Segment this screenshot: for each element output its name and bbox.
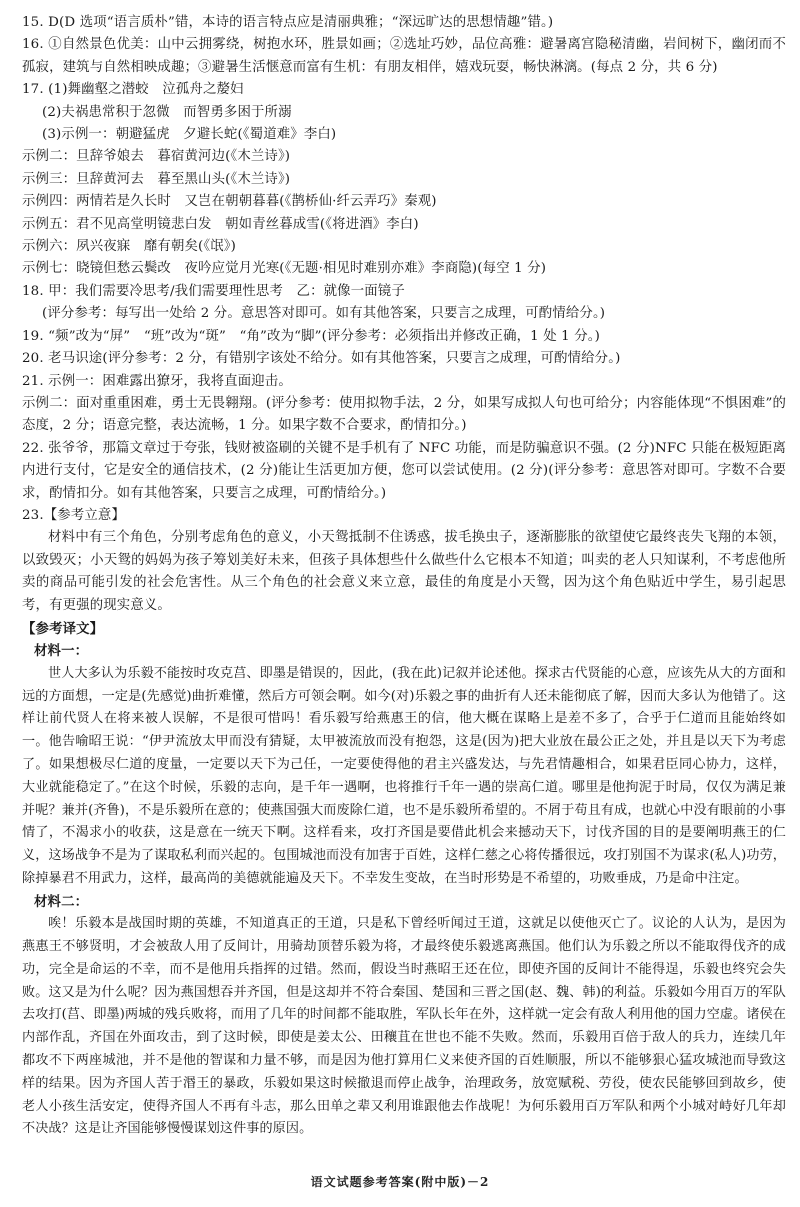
material1-label: 材料一： [34,643,89,660]
material2-translation: 唉！乐毅本是战国时期的英雄，不知道真正的王道，只是私下曾经听闻过王道，这就足以使他灭亡了。议论的人认为，是因为燕惠王不够贤明，才会被敌人用了反间计，用骑劫顶替乐毅为将，才最终使乐毅逃离燕国。他们认为乐毅之所以不能取得伐齐的成功，完全是命运的不幸，而不是他用兵指挥的过错。然而，假设当时燕昭王还在位，即使齐国的反间计不能得逞，乐毅也终究会失败。这又是为什么呢？因为燕国想吞并齐国，但是这却并不符合秦国、楚国和三晋之国(赵、魏、韩)的利益。乐毅如今用百万的军队去攻打(莒、即墨)两城的残兵败将，而用了几年的时间都不能取胜，军队长年在外，这样就一定会有敌人利用他的国力空虚。诸侯在内部作乱，齐国在外面攻击，到了这时候，即使是姜太公、田穰苴在世也不能不失败。然而，乐毅用百倍于敌人的兵力，连续几年都攻不下两座城池，并不是他的智谋和力量不够，而是因为他打算用仁义来使齐国的百姓顺服，所以不能够狠心猛攻城池而导致这样的结果。因为齐国人苦于湣王的暴政，乐毅如果这时候撤退而停止战争，治理政务，放宽赋税、劳役，使农民能够回到故乡，使老人小孩生活安定，使得齐国人不再有斗志，那么田单之辈又利用谁跟他去作战呢！为何乐毅用百万军队和两个小城对峙好几年却不决战？这是让齐国能够慢慢谋划这件事的原因。 [22,916,786,1137]
answer-20: 20. 老马识途(评分参考：2 分，有错别字该处不给分。如有其他答案，只要言之成理，可酌情给分。) [22,351,621,367]
material2-label: 材料二： [34,893,89,910]
answer-17-example5: 示例五：君不见高堂明镜悲白发 朝如青丝暮成雪(《将进酒》李白) [22,216,419,232]
answer-21-example1: 21. 示例一：困难露出獠牙，我将直面迎击。 [22,373,292,389]
answer-17-example7: 示例七：晓镜但愁云鬓改 夜吟应觉月光寒(《无题·相见时难别亦难》李商隐)(每空 1 分) [22,261,547,277]
answer-17-part3: (3)示例一：朝避猛虎 夕避长蛇(《蜀道难》李白) [42,127,337,143]
answer-22: 22. 张爷爷，那篇文章过于夸张，钱财被盗刷的关键不是手机有了 NFC 功能，而是防骗意识不强。(2 分)NFC 只能在极短距离内进行支付，它是安全的通信技术，(2 分)能让生活更加方便，您可以尝试使用。(2 分)(评分参考：意思答对即可。字数不合要求，酌情扣分。如有其他答案，只要言之成理，可酌情给分。) [22,440,786,501]
answer-15: 15. D(D 选项“语言质朴”错，本诗的语言特点应是清丽典雅；“深远旷达的思想情趣”错。) [22,15,554,30]
answer-23-title: 23.【参考立意】 [22,507,125,523]
answer-19: 19. “频”改为“屏” “班”改为“斑” “角”改为“脚”(评分参考：必须指出并修改正确，1 处 1 分。) [22,328,601,344]
answer-17-example6: 示例六：夙兴夜寐 靡有朝矣(《氓》) [22,239,236,255]
answer-21-example2: 示例二：面对重重困难，勇士无畏翱翔。(评分参考：使用拟物手法，2 分，如果写成拟人句也可给分；内容能体现“不惧困难”的态度，2 分；语意完整，表达流畅，1 分。如果字数不合要求，酌情扣分。) [22,395,786,434]
answer-16: 16. ①自然景色优美：山中云拥雾绕，树抱水环，胜景如画；②选址巧妙，品位高雅：避暑离宫隐秘清幽，岩间树下，幽闭而不孤寂，建筑与自然相映成趣；③避暑生活惬意而富有生机：有朋友相伴，嬉戏玩耍，畅快淋漓。(每点 2 分，共 6 分) [22,37,786,75]
answer-18: 18. 甲：我们需要冷思考/我们需要理性思考 乙：就像一面镜子 [22,283,405,299]
page-footer: 语文试题参考答案(附中版)－2 [310,1175,490,1189]
answer-23-body: 材料中有三个角色，分别考虑角色的意义，小天鸳抵制不住诱惑，拔毛换虫子，逐渐膨胀的欲望使它最终丧失飞翔的本领，以致毁灭；小天鸳的妈妈为孩子筹划美好未来，但孩子具体想些什么做些什么它根本不知道；叫卖的老人只知谋利，不考虑他所卖的商品可能引发的社会危害性。从三个角色的社会意义来立意，最佳的角度是小天鸳，因为这个角色贴近中学生，易引起思考，有更强的现实意义。 [22,530,786,613]
answer-17-example2: 示例二：旦辞爷娘去 暮宿黄河边(《木兰诗》) [22,149,291,165]
answer-18-scoring: (评分参考：每写出一处给 2 分。意思答对即可。如有其他答案，只要言之成理，可酌情给分。) [42,306,606,322]
answer-17-example3: 示例三：旦辞黄河去 暮至黑山头(《木兰诗》) [22,171,291,187]
answer-17-part1: 17. (1)舞幽壑之潜蛟 泣孤舟之嫠妇 [22,82,244,98]
answer-document [22,12,786,1141]
translation-heading: 【参考译文】 [22,620,104,637]
answer-17-example4: 示例四：两情若是久长时 又岂在朝朝暮暮(《鹊桥仙·纤云弄巧》秦观) [22,194,437,210]
material1-translation: 世人大多认为乐毅不能按时攻克莒、即墨是错误的，因此，(我在此)记叙并论述他。探求古代贤能的心意，应该先从大的方面和远的方面想，一定是(先感觉)曲折难懂，然后方可领会啊。如今(对)乐毅之事的曲折有人还未能彻底了解，因而大多认为他错了。这样让前代贤人在将来被人误解，不是很可惜吗！看乐毅写给燕惠王的信，他大概在谋略上是差不多了，合乎于仁道而且能始终如一。他告喻昭王说：“伊尹流放太甲而没有猜疑，太甲被流放而没有抱怨，这是(因为)把大业放在最公正之处，并且是以天下为考虑了。如果想极尽仁道的度量，一定要以天下为己任，一定要使得他的君主兴盛发达，与先君情趣相合，如果君臣同心协力，这样，大业就能稳定了。”在这个时候，乐毅的志向，是千年一遇啊，也将推行千年一遇的崇高仁道。哪里是他拘泥于时局，仅仅为满足兼并呢？兼并(齐鲁)，不是乐毅所在意的；使燕国强大而废除仁道，也不是乐毅所希望的。不屑于苟且有成，也就心中没有眼前的小事情了，不渴求小的收获，这是意在一统天下啊。这样看来，攻打齐国是要借此机会来撼动天下，讨伐齐国的目的是要阐明燕王的仁义，这场战争不是为了谋取私利而兴起的。包围城池而没有加害于百姓，这样仁慈之心将传播很远，攻打别国不为谋求(私人)功劳，除掉暴君不用武力，这样，最高尚的美德就能遍及天下。不幸发生变故，在当时形势是不希望的，功败垂成，乃是命中注定。 [22,665,786,886]
answer-17-part2: (2)夫祸患常积于忽微 而智勇多困于所溺 [42,104,292,120]
